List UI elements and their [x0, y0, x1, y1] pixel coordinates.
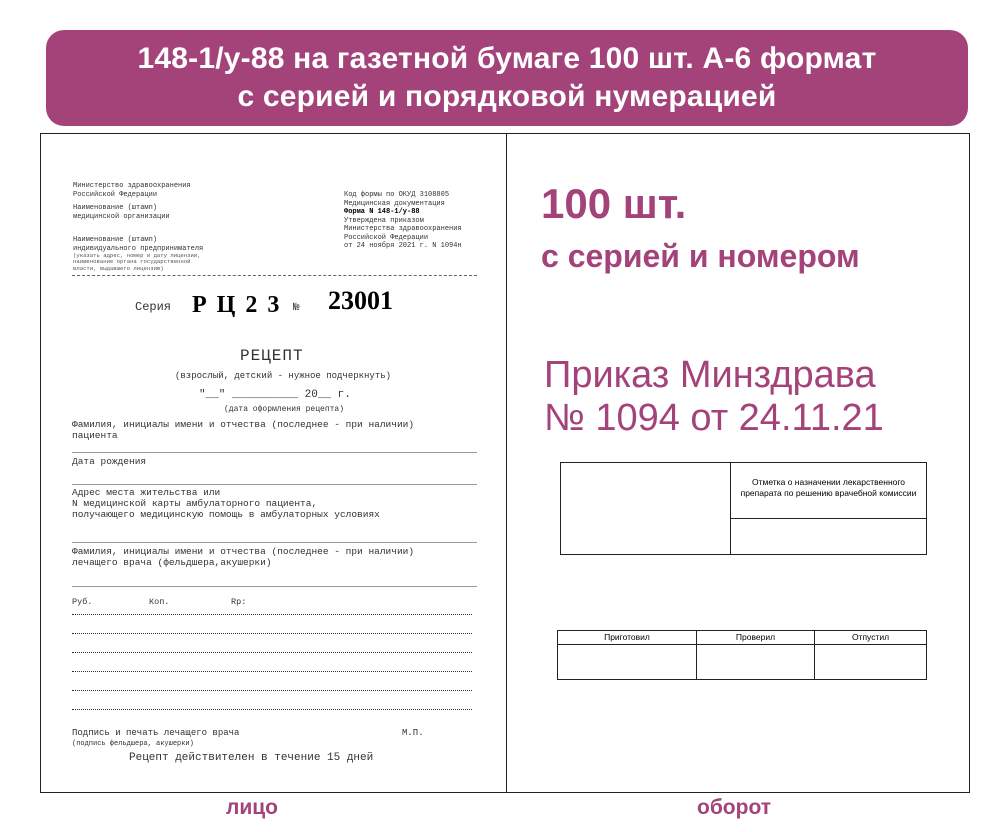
birth-date-line — [72, 484, 477, 485]
quantity-subheading: с серией и номером — [541, 238, 860, 274]
dispensed-header: Отпустил — [815, 631, 927, 645]
recipe-subtitle: (взрослый, детский - нужное подчеркнуть) — [175, 371, 392, 381]
doctor-name-label: Фамилия, инициалы имени и отчества (последнее - при наличии) лечащего врача (фельдшера,акушерки) — [72, 546, 415, 568]
date-note: (дата оформления рецепта) — [224, 405, 345, 414]
rub-label: Руб. — [72, 597, 93, 607]
patient-name-line — [72, 452, 477, 453]
rp-line — [72, 614, 472, 615]
number-label: № — [293, 302, 300, 314]
back-label: оборот — [697, 796, 772, 819]
checked-cell — [697, 645, 815, 680]
doctor-name-line — [72, 586, 477, 587]
order-line-2: № 1094 от 24.11.21 — [544, 397, 884, 439]
rp-line — [72, 709, 472, 710]
commission-stamp-cell — [561, 463, 731, 555]
birth-date-label: Дата рождения — [72, 456, 147, 467]
banner-line-2: с серией и порядковой нумерацией — [237, 80, 777, 113]
date-line: "__" __________ 20__ г. — [199, 389, 351, 401]
commission-note: Отметка о назначении лекарственного препарата по решению врачебной комиссии — [731, 463, 927, 519]
rp-line — [72, 652, 472, 653]
form-info: Код формы по ОКУД 3108805 Медицинская документация Форма N 148-1/у-88 Утверждена приказом Министерства здравоохранения Российской Федерации от 24 ноября 2021 г. N 1094н — [344, 191, 462, 250]
org-name-label: Наименование (штамп) медицинской организации — [73, 204, 170, 221]
patient-name-label: Фамилия, инициалы имени и отчества (последнее - при наличии) пациента — [72, 419, 415, 441]
mp-label: М.П. — [402, 728, 424, 738]
order-line-1: Приказ Минздрава — [544, 354, 876, 396]
address-line — [72, 542, 477, 543]
rp-label: Rp: — [231, 597, 247, 607]
number-value: 23001 — [328, 286, 393, 315]
series-label: Серия — [135, 300, 172, 314]
fold-divider — [506, 134, 507, 792]
header-banner — [46, 30, 968, 126]
signature-label: Подпись и печать лечащего врача — [72, 728, 240, 738]
rp-line — [72, 671, 472, 672]
ministry-label: Министерство здравоохранения Российской Федерации — [73, 182, 191, 199]
commission-table — [560, 462, 927, 555]
signature-note: (подпись фельдшера, акушерки) — [72, 740, 194, 748]
rp-line — [72, 690, 472, 691]
prepared-header: Приготовил — [558, 631, 697, 645]
prescription-sheet — [40, 133, 970, 793]
kop-label: Коп. — [149, 597, 170, 607]
dispensing-table — [557, 630, 927, 680]
commission-mark-cell — [731, 519, 927, 555]
address-label: Адрес места жительства или N медицинской карты амбулаторного пациента, получающего медицинскую помощь в амбулаторных условиях — [72, 487, 380, 520]
prepared-cell — [558, 645, 697, 680]
entrepreneur-note: (указать адрес, номер и дату лицензии, наименование органа государственной власти, выдавшего лицензию) — [73, 252, 201, 272]
checked-header: Проверил — [697, 631, 815, 645]
banner-line-1: 148-1/у-88 на газетной бумаге 100 шт. А-6 формат — [137, 42, 877, 75]
validity-text: Рецепт действителен в течение 15 дней — [129, 752, 374, 764]
dispensed-cell — [815, 645, 927, 680]
entrepreneur-label: Наименование (штамп) индивидуального предпринимателя — [73, 236, 204, 253]
recipe-title: РЕЦЕПТ — [240, 347, 304, 365]
quantity-heading: 100 шт. — [541, 180, 687, 227]
cut-line — [72, 275, 477, 276]
series-value: Р Ц 2 3 — [192, 292, 282, 318]
front-label: лицо — [226, 796, 278, 819]
rp-line — [72, 633, 472, 634]
